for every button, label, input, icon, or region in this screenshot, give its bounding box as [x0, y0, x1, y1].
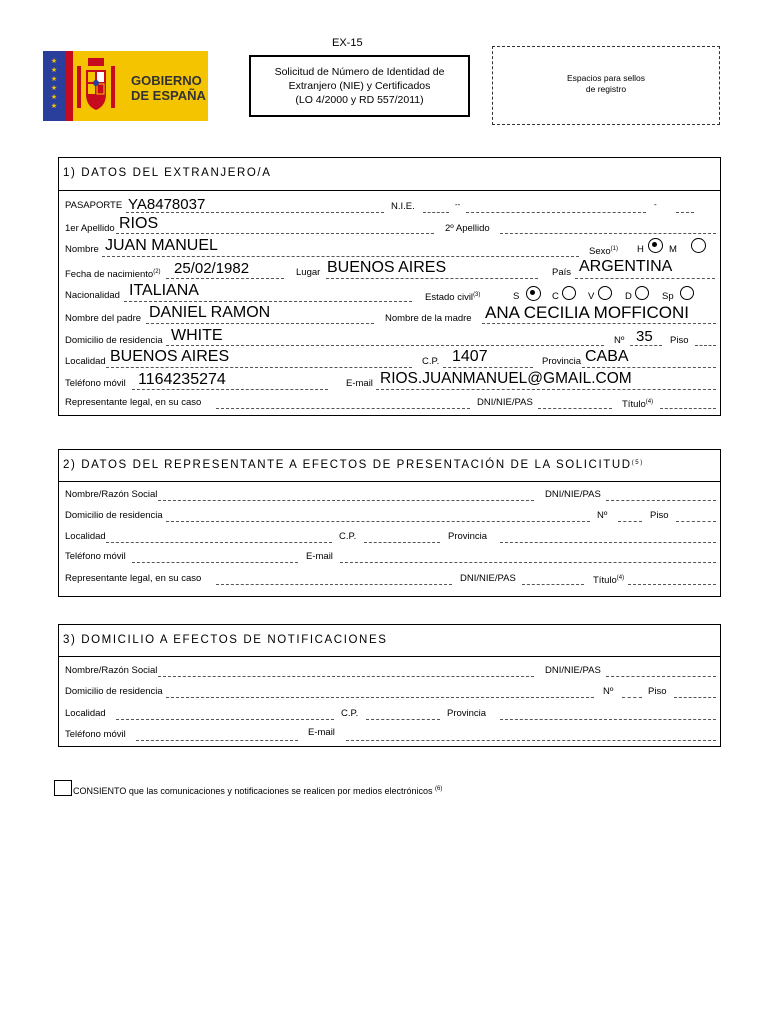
- fecha-nacimiento-value[interactable]: 25/02/1982: [174, 260, 250, 277]
- numero-label: Nº: [614, 335, 625, 346]
- gobierno-logo: [43, 51, 208, 121]
- s2-email-line[interactable]: [340, 562, 716, 563]
- estado-v-label: V: [588, 291, 595, 302]
- sexo-m-radio[interactable]: [691, 238, 706, 253]
- sexo-h-radio[interactable]: [648, 238, 663, 253]
- section-3-title: 3) DOMICILIO A EFECTOS DE NOTIFICACIONES: [63, 634, 388, 646]
- estado-civil-label: Estado civil$^{(3)}$: [425, 292, 481, 303]
- estado-sp-radio[interactable]: [680, 286, 694, 300]
- madre-line: [482, 323, 716, 324]
- form-title-line1: Solicitud de Número de Identidad de: [274, 66, 445, 78]
- s2-dni-line[interactable]: [606, 500, 716, 501]
- section-2-title: 2) DATOS DEL REPRESENTANTE A EFECTOS DE PRESENTACIÓN DE LA SOLICITUD$^{(5)}$: [63, 459, 644, 471]
- localidad-value[interactable]: BUENOS AIRES: [110, 348, 230, 365]
- representante-label: Representante legal, en su caso: [65, 397, 202, 408]
- padre-label: Nombre del padre: [65, 313, 142, 324]
- cp-label: C.P.: [422, 356, 440, 367]
- rep-dni-line: [538, 408, 612, 409]
- domicilio-label: Domicilio de residencia: [65, 335, 163, 346]
- flag-red-strip: [65, 51, 73, 121]
- titulo-line: [660, 408, 716, 409]
- s3-domicilio-label: Domicilio de residencia: [65, 686, 163, 697]
- consent-text: CONSIENTO que las comunicaciones y notificaciones se realicen por medios electrónicos $^{(6)}$: [73, 786, 443, 796]
- rep-dni-label: DNI/NIE/PAS: [477, 397, 533, 408]
- email-value[interactable]: RIOS.JUANMANUEL@GMAIL.COM: [380, 370, 632, 387]
- s2-rep-dni-line[interactable]: [522, 584, 584, 585]
- telefono-label: Teléfono móvil: [65, 378, 126, 389]
- s3-nombre-label: Nombre/Razón Social: [65, 665, 158, 676]
- nie-sep-2: -: [654, 200, 657, 209]
- numero-value[interactable]: 35: [636, 328, 653, 345]
- nie-line-2: [466, 212, 646, 213]
- s2-nombre-label: Nombre/Razón Social: [65, 489, 158, 500]
- estado-d-label: D: [625, 291, 632, 302]
- fecha-nacimiento-label: Fecha de nacimiento$^{(2)}$: [65, 269, 161, 280]
- consent-checkbox[interactable]: [54, 780, 72, 796]
- fecha-line: [166, 278, 284, 279]
- sexo-h-label: H: [637, 244, 644, 255]
- coat-of-arms-icon: [75, 56, 117, 116]
- piso-label: Piso: [670, 335, 689, 346]
- s3-nombre-line[interactable]: [158, 676, 534, 677]
- s3-numero-label: Nº: [603, 686, 614, 697]
- lugar-value[interactable]: BUENOS AIRES: [327, 259, 447, 276]
- madre-label: Nombre de la madre: [385, 313, 472, 324]
- domicilio-value[interactable]: WHITE: [171, 327, 223, 344]
- s2-cp-line[interactable]: [364, 542, 440, 543]
- s2-cp-label: C.P.: [339, 531, 357, 542]
- s3-numero-line[interactable]: [622, 697, 642, 698]
- estado-v-radio[interactable]: [598, 286, 612, 300]
- apellido2-label: 2º Apellido: [445, 223, 490, 234]
- s2-piso-line[interactable]: [676, 521, 716, 522]
- section-1-title: 1) DATOS DEL EXTRANJERO/A: [63, 167, 272, 179]
- cp-line: [443, 367, 533, 368]
- s2-nombre-line[interactable]: [158, 500, 534, 501]
- gov-name-line1: GOBIERNO: [131, 73, 202, 88]
- estado-c-radio[interactable]: [562, 286, 576, 300]
- numero-line: [630, 345, 662, 346]
- nie-sep-1: --: [455, 200, 461, 209]
- lugar-line: [326, 278, 538, 279]
- pasaporte-label: PASAPORTE: [65, 200, 123, 211]
- representante-line: [216, 408, 470, 409]
- nie-line-3: [676, 212, 694, 213]
- sexo-m-label: M: [669, 244, 677, 255]
- localidad-line: [106, 367, 412, 368]
- nombre-value[interactable]: JUAN MANUEL: [105, 237, 218, 254]
- form-title-box: [249, 55, 470, 117]
- pasaporte-line: [126, 212, 384, 213]
- s3-email-line[interactable]: [346, 740, 716, 741]
- padre-value[interactable]: DANIEL RAMON: [149, 304, 271, 321]
- provincia-label: Provincia: [542, 356, 582, 367]
- nacionalidad-label: Nacionalidad: [65, 290, 120, 301]
- s3-localidad-line[interactable]: [116, 719, 334, 720]
- s3-email-label: E-mail: [308, 727, 335, 738]
- section-1-divider: [58, 190, 720, 191]
- piso-line: [695, 345, 716, 346]
- section-3-divider: [58, 656, 720, 657]
- padre-line: [146, 323, 374, 324]
- pais-line: [575, 278, 715, 279]
- s2-numero-line[interactable]: [618, 521, 642, 522]
- cp-value[interactable]: 1407: [452, 348, 488, 365]
- email-label: E-mail: [346, 378, 373, 389]
- s2-titulo-line[interactable]: [628, 584, 716, 585]
- pais-value[interactable]: ARGENTINA: [579, 258, 673, 275]
- domicilio-line: [166, 345, 604, 346]
- s2-numero-label: Nº: [597, 510, 608, 521]
- s2-localidad-line[interactable]: [106, 542, 332, 543]
- provincia-line: [582, 367, 716, 368]
- s2-rep-dni-label: DNI/NIE/PAS: [460, 573, 516, 584]
- estado-c-label: C: [552, 291, 559, 302]
- s2-titulo-label: Título$^{(4)}$: [593, 575, 625, 586]
- s3-piso-line[interactable]: [674, 697, 716, 698]
- s3-piso-label: Piso: [648, 686, 667, 697]
- s2-telefono-label: Teléfono móvil: [65, 551, 126, 562]
- registry-stamp-box: [492, 46, 720, 125]
- nacionalidad-line: [124, 301, 412, 302]
- section-2-divider: [58, 481, 720, 482]
- s2-domicilio-label: Domicilio de residencia: [65, 510, 163, 521]
- telefono-value[interactable]: 1164235274: [138, 371, 226, 388]
- s2-provincia-line[interactable]: [500, 542, 716, 543]
- titulo-label: Título$^{(4)}$: [622, 399, 654, 410]
- apellido1-value[interactable]: RIOS: [119, 215, 159, 232]
- s3-telefono-line[interactable]: [136, 740, 298, 741]
- pasaporte-value[interactable]: YA8478037: [128, 196, 206, 213]
- s3-dni-line[interactable]: [606, 676, 716, 677]
- provincia-value[interactable]: CABA: [585, 348, 629, 365]
- email-line: [376, 389, 716, 390]
- nie-line-1: [423, 212, 449, 213]
- form-title-line2: Extranjero (NIE) y Certificados: [288, 80, 431, 92]
- lugar-label: Lugar: [296, 267, 321, 278]
- telefono-line: [132, 389, 328, 390]
- s2-provincia-label: Provincia: [448, 531, 488, 542]
- nie-label: N.I.E.: [391, 201, 415, 212]
- s3-localidad-label: Localidad: [65, 708, 106, 719]
- nombre-line: [102, 256, 579, 257]
- stamp-text-line1: Espacios para sellos: [567, 73, 645, 83]
- apellido1-line: [116, 233, 434, 234]
- estado-d-radio[interactable]: [635, 286, 649, 300]
- pais-label: País: [552, 267, 572, 278]
- estado-s-label: S: [513, 291, 520, 302]
- s2-piso-label: Piso: [650, 510, 669, 521]
- form-title-line3: (LO 4/2000 y RD 557/2011): [295, 94, 424, 106]
- s2-representante-label: Representante legal, en su caso: [65, 573, 202, 584]
- stamp-text-line2: de registro: [585, 84, 627, 94]
- s3-cp-line[interactable]: [366, 719, 440, 720]
- nacionalidad-value[interactable]: ITALIANA: [129, 282, 199, 299]
- madre-value[interactable]: ANA CECILIA MOFFICONI: [485, 303, 690, 322]
- s2-email-label: E-mail: [306, 551, 333, 562]
- s2-domicilio-line[interactable]: [166, 521, 590, 522]
- s2-dni-label: DNI/NIE/PAS: [545, 489, 601, 500]
- estado-sp-label: Sp: [662, 291, 674, 302]
- s3-dni-label: DNI/NIE/PAS: [545, 665, 601, 676]
- s3-provincia-line[interactable]: [500, 719, 716, 720]
- form-code: EX-15: [332, 37, 363, 49]
- localidad-label: Localidad: [65, 356, 106, 367]
- nombre-label: Nombre: [65, 244, 99, 255]
- s2-localidad-label: Localidad: [65, 531, 106, 542]
- s3-provincia-label: Provincia: [447, 708, 487, 719]
- s3-domicilio-line[interactable]: [166, 697, 594, 698]
- apellido1-label: 1er Apellido: [65, 223, 115, 234]
- apellido2-line: [500, 233, 716, 234]
- gov-name-line2: DE ESPAÑA: [131, 88, 206, 103]
- estado-s-radio[interactable]: [526, 286, 541, 301]
- s3-cp-label: C.P.: [341, 708, 359, 719]
- s2-telefono-line[interactable]: [132, 562, 298, 563]
- eu-stars: ★ ★ ★ ★ ★ ★: [50, 58, 58, 110]
- sexo-label: Sexo$^{(1)}$: [589, 246, 618, 257]
- s3-telefono-label: Teléfono móvil: [65, 729, 126, 740]
- s2-representante-line[interactable]: [216, 584, 452, 585]
